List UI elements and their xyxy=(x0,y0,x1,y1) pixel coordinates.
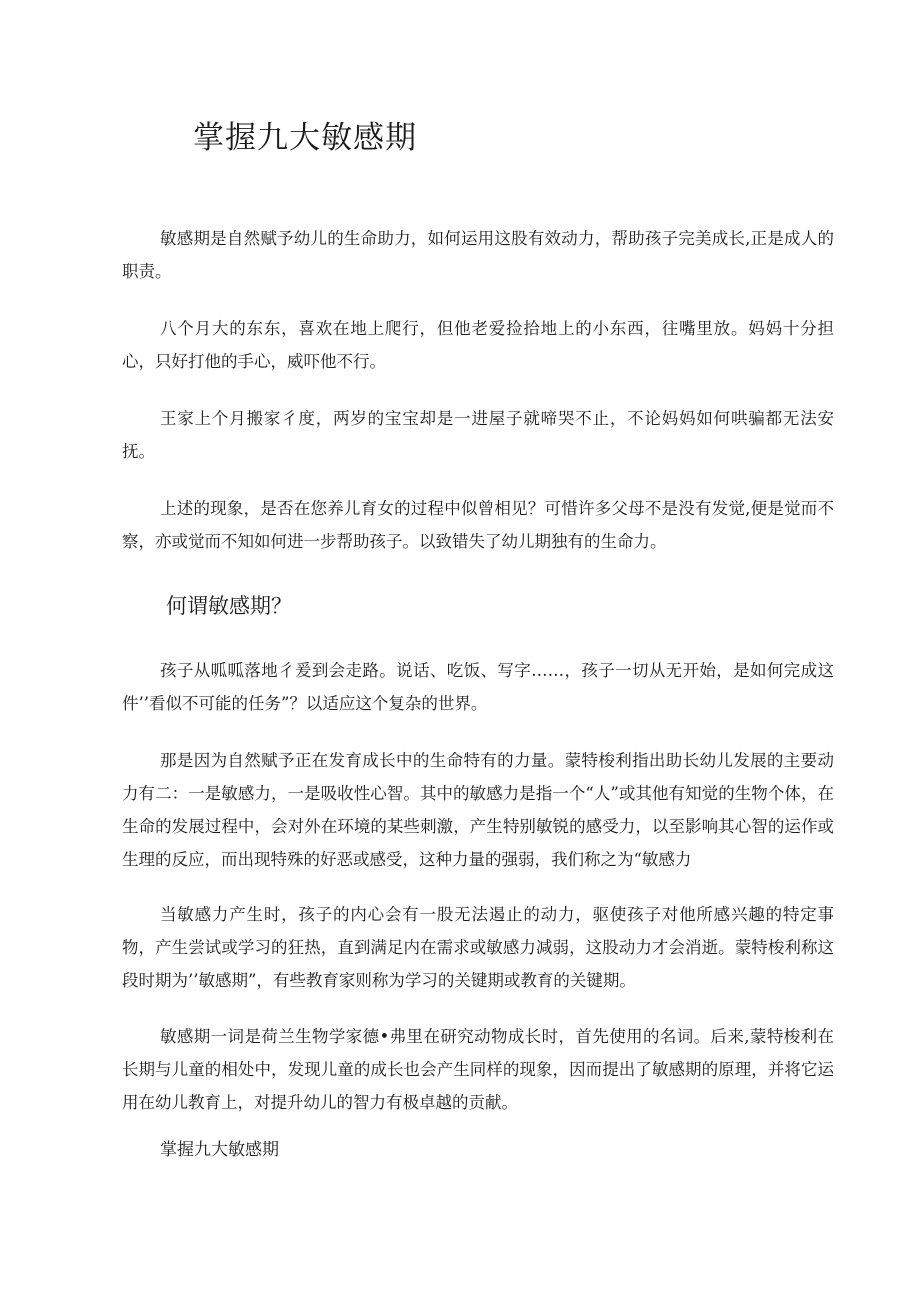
paragraph-intro: 敏感期是自然赋予幼儿的生命助力，如何运用这股有效动力，帮助孩子完美成长,正是成人的职责。 xyxy=(122,229,834,281)
paragraph-sensitivity-definition: 那是因为自然赋予正在发育成长中的生命特有的力量。蒙特梭利指出助长幼儿发展的主要动力有二：一是敏感力，一是吸收性心智。其中的敏感力是指一个“人”或其他有知觉的生物个体，在生命的发展过程中，会对外在环境的某些刺激，产生特别敏锐的感受力，以至影响其心智的运作或生理的反应，而出现特殊的好恶或感受，这种力量的强弱，我们称之为“敏感力 xyxy=(122,751,834,869)
paragraph-growth: 孩子从呱呱落地彳爰到会走路。说话、吃饭、写字……，孩子一切从无开始，是如何完成这件’’看似不可能的任务”？以适应这个复杂的世界。 xyxy=(122,661,834,713)
section-heading: 何谓敏感期？ xyxy=(166,594,292,618)
paragraph-example-wang: 王家上个月搬家彳度，两岁的宝宝却是一进屋子就啼哭不止，不论妈妈如何哄骗都无法安抚。 xyxy=(122,409,834,461)
paragraph-origin: 敏感期一词是荷兰生物学家德•弗里在研究动物成长时，首先使用的名词。后来,蒙特梭利在长期与儿童的相处中，发现儿童的成长也会产生同样的现象，因而提出了敏感期的原理，并将它运用在幼儿教育上，对提升幼儿的智力有极卓越的贡献。 xyxy=(122,1027,834,1112)
closing-heading: 掌握九大敏感期 xyxy=(160,1140,279,1160)
paragraph-example-dongdong: 八个月大的东东，喜欢在地上爬行，但他老爱捡拾地上的小东西，往嘴里放。妈妈十分担心，只好打他的手心，威吓他不行。 xyxy=(122,319,834,371)
page-title: 掌握九大敏感期 xyxy=(193,120,417,156)
paragraph-reflection: 上述的现象，是否在您养儿育女的过程中似曾相见？可惜许多父母不是没有发觉,便是觉而不察，亦或觉而不知如何进一步帮助孩子。以致错失了幼儿期独有的生命力。 xyxy=(122,499,834,551)
paragraph-sensitive-period: 当敏感力产生时，孩子的内心会有一股无法遏止的动力，驱使孩子对他所感兴趣的特定事物，产生尝试或学习的狂热，直到满足内在需求或敏感力减弱，这股动力才会消逝。蒙特梭利称这段时期为’’敏感期”，有些教育家则称为学习的关键期或教育的关键期。 xyxy=(122,905,834,990)
